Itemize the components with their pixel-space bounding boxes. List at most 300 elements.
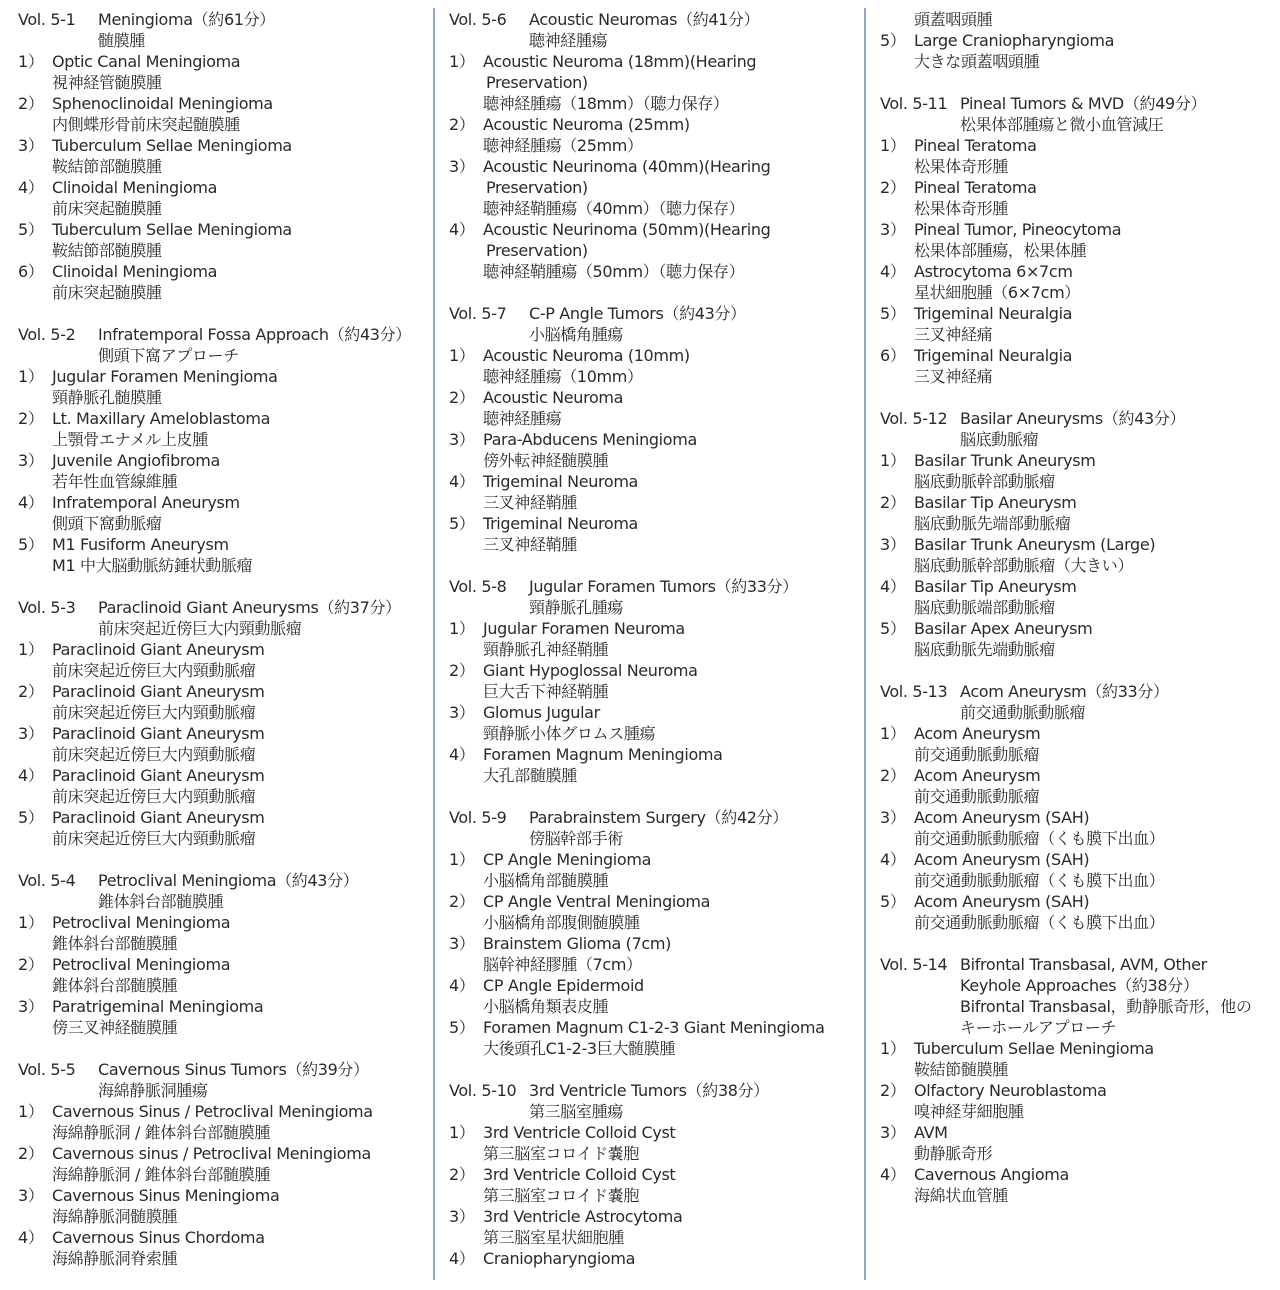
item-title-jp: 聴神経鞘腫瘍（40mm）（聴力保存） (483, 199, 745, 218)
item-title-en: 3rd Ventricle Colloid Cyst (483, 1165, 676, 1184)
item-title-jp: 聴神経腫瘍 (483, 409, 562, 428)
item-number: 5） (18, 220, 44, 239)
volume-title-jp: 傍脳幹部手術 (529, 829, 623, 848)
volume-title: Bifrontal Transbasal, AVM, Other (960, 955, 1207, 974)
list-item (880, 765, 1272, 786)
item-title-jp: 動静脈奇形 (914, 1144, 993, 1163)
item-title-jp: 錐体斜台部髄膜腫 (52, 976, 178, 995)
item-number: 3） (18, 1186, 44, 1205)
item-title-jp: 前床突起近傍巨大内頸動脈瘤 (52, 829, 256, 848)
volume-number: Vol. 5-9 (449, 808, 507, 827)
item-title-jp: 前床突起近傍巨大内頸動脈瘤 (52, 787, 256, 806)
item-title-jp: 三叉神経鞘腫 (483, 493, 577, 512)
item-title-jp: 前床突起近傍巨大内頸動脈瘤 (52, 703, 256, 722)
volume-title-jp: キーホールアプローチ (960, 1018, 1117, 1037)
item-number: 1） (880, 451, 906, 470)
list-item (880, 261, 1272, 282)
volume-header (880, 93, 1272, 114)
list-item (880, 618, 1272, 639)
item-number: 4） (449, 976, 475, 995)
item-title-jp: 前交通動脈動脈瘤 (914, 787, 1040, 806)
item-number: 4） (880, 262, 906, 281)
item-title-jp: 聴神経腫瘍（25mm） (483, 136, 643, 155)
volume-number: Vol. 5-11 (880, 94, 948, 113)
volume-title-jp: 小脳橋角腫瘍 (529, 325, 623, 344)
list-item (449, 849, 859, 870)
list-item (880, 1038, 1272, 1059)
volume-section (18, 9, 428, 303)
volume-section (449, 807, 859, 1059)
item-number: 3） (449, 934, 475, 953)
list-item (449, 471, 859, 492)
item-number: 3） (880, 808, 906, 827)
list-item (18, 723, 428, 744)
item-title-jp: 前床突起近傍巨大内頸動脈瘤 (52, 661, 256, 680)
item-title-jp: 聴神経腫瘍（18mm）（聴力保存） (483, 94, 729, 113)
volume-title-jp: 頸静脈孔腫瘍 (529, 598, 623, 617)
volume-header (449, 807, 859, 828)
volume-number: Vol. 5-5 (18, 1060, 76, 1079)
item-number: 6） (18, 262, 44, 281)
volume-title-jp: 聴神経腫瘍 (529, 31, 608, 50)
volume-title: Parabrainstem Surgery（約42分） (529, 808, 788, 827)
volume-header (449, 9, 859, 30)
list-item (449, 387, 859, 408)
list-item (18, 681, 428, 702)
volume-header (18, 1059, 428, 1080)
item-number: 3） (449, 703, 475, 722)
item-number: 3） (18, 997, 44, 1016)
list-item (449, 1122, 859, 1143)
volume-section (880, 954, 1272, 1206)
list-item (449, 1164, 859, 1185)
item-number: 4） (449, 1249, 475, 1268)
item-title-en: Petroclival Meningioma (52, 955, 231, 974)
volume-number: Vol. 5-3 (18, 598, 76, 617)
item-title-jp: 海綿静脈洞脊索腫 (52, 1249, 178, 1268)
list-item (18, 492, 428, 513)
item-title-en: Cavernous Sinus / Petroclival Meningioma (52, 1102, 373, 1121)
item-number: 5） (449, 1018, 475, 1037)
item-title-en: Acoustic Neurinoma (50mm)(Hearing (483, 220, 771, 239)
item-title-jp: 前床突起髄膜腫 (52, 283, 162, 302)
item-title-jp: 若年性血管線維腫 (52, 472, 178, 491)
item-title-en: Pineal Teratoma (914, 136, 1037, 155)
item-title-en: Jugular Foramen Meningioma (52, 367, 278, 386)
item-title-jp: 海綿静脈洞 / 錐体斜台部髄膜腫 (52, 1123, 270, 1142)
item-title-jp: 松果体奇形腫 (914, 199, 1008, 218)
item-number: 1） (449, 619, 475, 638)
item-title-en: Acoustic Neuroma (18mm)(Hearing (483, 52, 757, 71)
item-title-en: Acoustic Neuroma (483, 388, 624, 407)
item-number: 2） (449, 661, 475, 680)
volume-number: Vol. 5-10 (449, 1081, 517, 1100)
volume-section (18, 324, 428, 576)
list-item (18, 534, 428, 555)
item-title-jp: 傍外転神経髄膜腫 (483, 451, 609, 470)
item-title-en: Paraclinoid Giant Aneurysm (52, 808, 265, 827)
item-title-en: Jugular Foramen Neuroma (483, 619, 685, 638)
item-title-jp: 大後頭孔C1-2-3巨大髄膜腫 (483, 1039, 676, 1058)
item-number: 5） (18, 535, 44, 554)
item-number: 1） (18, 1102, 44, 1121)
item-title-jp: 第三脳室コロイド嚢胞 (483, 1144, 640, 1163)
item-title-en: Acom Aneurysm (914, 724, 1041, 743)
item-number: 2） (880, 178, 906, 197)
item-title-jp: 嗅神経芽細胞腫 (914, 1102, 1024, 1121)
volume-title-jp: Bifrontal Transbasal，動静脈奇形，他の (960, 997, 1252, 1016)
item-number: 4） (880, 850, 906, 869)
list-item (18, 51, 428, 72)
item-title-en: Giant Hypoglossal Neuroma (483, 661, 698, 680)
list-item (449, 975, 859, 996)
volume-section (449, 303, 859, 555)
item-title-jp: 前床突起近傍巨大内頸動脈瘤 (52, 745, 256, 764)
item-number: 5） (880, 31, 906, 50)
list-item (18, 408, 428, 429)
item-title-jp: 前床突起髄膜腫 (52, 199, 162, 218)
item-title-en: Paraclinoid Giant Aneurysm (52, 766, 265, 785)
list-item (880, 534, 1272, 555)
volume-section (449, 576, 859, 786)
list-item (449, 1017, 859, 1038)
item-number: 3） (18, 136, 44, 155)
item-title-jp: 前交通動脈動脈瘤（くも膜下出血） (914, 871, 1165, 890)
item-number: 1） (18, 367, 44, 386)
volume-header (449, 303, 859, 324)
list-item (880, 1164, 1272, 1185)
item-title-en: Acom Aneurysm (SAH) (914, 808, 1090, 827)
item-title-jp: 三叉神経痛 (914, 367, 993, 386)
item-title-jp: 小脳橋角部髄膜腫 (483, 871, 609, 890)
list-item (880, 30, 1272, 51)
item-number: 2） (449, 115, 475, 134)
volume-number: Vol. 5-2 (18, 325, 76, 344)
volume-title-jp: 松果体部腫瘍と微小血管減圧 (960, 115, 1164, 134)
item-title-jp: 脳底動脈幹部動脈瘤 (914, 472, 1055, 491)
item-title-en: Cavernous Sinus Meningioma (52, 1186, 280, 1205)
item-number: 4） (18, 1228, 44, 1247)
item-title-en: Acoustic Neuroma (25mm) (483, 115, 690, 134)
item-title-jp: 鞍結節部髄膜腫 (52, 241, 162, 260)
item-number: 1） (18, 52, 44, 71)
list-item (449, 513, 859, 534)
item-title-en: Basilar Tip Aneurysm (914, 493, 1077, 512)
item-title-jp: 上顎骨エナメル上皮腫 (52, 430, 208, 449)
list-item (880, 219, 1272, 240)
volume-title: Pineal Tumors & MVD（約49分） (960, 94, 1207, 113)
column-1 (18, 9, 428, 1290)
volume-header (18, 870, 428, 891)
volume-title: Jugular Foramen Tumors（約33分） (529, 577, 798, 596)
list-item (449, 618, 859, 639)
list-item (18, 366, 428, 387)
volume-section (449, 9, 859, 282)
item-number: 2） (880, 766, 906, 785)
item-title-en: Acom Aneurysm (SAH) (914, 850, 1090, 869)
item-title-en: Clinoidal Meningioma (52, 178, 218, 197)
list-item (880, 1122, 1272, 1143)
item-title-jp: 大孔部髄膜腫 (483, 766, 577, 785)
list-item (18, 261, 428, 282)
item-title-jp: 内側蝶形骨前床突起髄膜腫 (52, 115, 240, 134)
volume-title: Acoustic Neuromas（約41分） (529, 10, 760, 29)
volume-number: Vol. 5-12 (880, 409, 948, 428)
item-title-en: Astrocytoma 6×7cm (914, 262, 1073, 281)
item-title-en: M1 Fusiform Aneurysm (52, 535, 229, 554)
item-title-en: Paraclinoid Giant Aneurysm (52, 682, 265, 701)
volume-header (880, 408, 1272, 429)
volume-header (880, 954, 1272, 975)
item-title-en: Infratemporal Aneurysm (52, 493, 240, 512)
item-number: 3） (18, 724, 44, 743)
item-title-en: Juvenile Angiofibroma (52, 451, 220, 470)
item-title-jp: 脳幹神経膠腫（7cm） (483, 955, 642, 974)
item-title-en: Glomus Jugular (483, 703, 600, 722)
column-divider-1 (433, 8, 435, 1280)
item-title-en: Acom Aneurysm (SAH) (914, 892, 1090, 911)
item-title-jp: 脳底動脈先端動脈瘤 (914, 640, 1055, 659)
volume-header (449, 576, 859, 597)
item-title-en: CP Angle Meningioma (483, 850, 652, 869)
list-item (880, 492, 1272, 513)
item-number: 1） (18, 913, 44, 932)
item-number: 4） (18, 766, 44, 785)
item-number: 5） (880, 304, 906, 323)
item-number: 2） (449, 388, 475, 407)
list-item (449, 933, 859, 954)
list-item (449, 345, 859, 366)
volume-title-jp: 脳底動脈瘤 (960, 430, 1039, 449)
item-title-en: Para-Abducens Meningioma (483, 430, 697, 449)
volume-number: Vol. 5-6 (449, 10, 507, 29)
item-title-en: Cavernous Sinus Chordoma (52, 1228, 265, 1247)
list-item (880, 450, 1272, 471)
volume-section (880, 681, 1272, 933)
item-title-en: Petroclival Meningioma (52, 913, 231, 932)
volume-title-jp: 前床突起近傍巨大内頸動脈瘤 (98, 619, 302, 638)
list-item (18, 1227, 428, 1248)
item-title-jp: 錐体斜台部髄膜腫 (52, 934, 178, 953)
volume-section (18, 870, 428, 1038)
item-title-en: Paraclinoid Giant Aneurysm (52, 640, 265, 659)
item-title-en: Paraclinoid Giant Aneurysm (52, 724, 265, 743)
volume-header (18, 9, 428, 30)
list-item (880, 723, 1272, 744)
item-title-en-continued: Preservation) (486, 73, 588, 92)
item-title-jp: 鞍結節髄膜腫 (914, 1060, 1008, 1079)
volume-title-jp: 前交通動脈動脈瘤 (960, 703, 1086, 722)
item-title-en: Foramen Magnum C1-2-3 Giant Meningioma (483, 1018, 825, 1037)
list-item (449, 114, 859, 135)
item-title-en: Brainstem Glioma (7cm) (483, 934, 671, 953)
item-number: 1） (880, 136, 906, 155)
item-title-jp: 聴神経腫瘍（10mm） (483, 367, 643, 386)
item-title-en: Sphenoclinoidal Meningioma (52, 94, 273, 113)
item-number: 3） (18, 451, 44, 470)
list-item (449, 156, 859, 177)
volume-title: Infratemporal Fossa Approach（約43分） (98, 325, 411, 344)
list-item (18, 1143, 428, 1164)
item-title-jp: 星状細胞腫（6×7cm） (914, 283, 1080, 302)
column-3 (880, 9, 1272, 1227)
item-title-en: Basilar Apex Aneurysm (914, 619, 1093, 638)
volume-section (449, 1080, 859, 1269)
volume-header (18, 597, 428, 618)
item-title-en: Acoustic Neuroma (10mm) (483, 346, 690, 365)
item-title-en: 3rd Ventricle Astrocytoma (483, 1207, 683, 1226)
list-item (18, 219, 428, 240)
item-title-en: Tuberculum Sellae Meningioma (52, 136, 292, 155)
item-title-jp: 海綿状血管腫 (914, 1186, 1008, 1205)
item-number: 2） (18, 94, 44, 113)
list-item (18, 1101, 428, 1122)
item-title-en: Trigeminal Neuroma (483, 472, 639, 491)
item-title-en: AVM (914, 1123, 948, 1142)
list-item (18, 639, 428, 660)
item-title-en-continued: Preservation) (486, 178, 588, 197)
item-title-en: Tuberculum Sellae Meningioma (914, 1039, 1154, 1058)
item-title-en: Tuberculum Sellae Meningioma (52, 220, 292, 239)
volume-title-jp: 錐体斜台部髄膜腫 (98, 892, 224, 911)
item-title-en: Basilar Trunk Aneurysm (914, 451, 1096, 470)
item-number: 5） (18, 808, 44, 827)
item-title-en: Cavernous sinus / Petroclival Meningioma (52, 1144, 371, 1163)
list-item (880, 891, 1272, 912)
item-title-jp: 松果体部腫瘍，松果体腫 (914, 241, 1087, 260)
item-title-jp: 傍三叉神経髄膜腫 (52, 1018, 178, 1037)
list-item (880, 849, 1272, 870)
item-title-jp: 第三脳室星状細胞腫 (483, 1228, 624, 1247)
volume-title: Paraclinoid Giant Aneurysms（約37分） (98, 598, 401, 617)
list-item (18, 135, 428, 156)
item-title-en: Trigeminal Neuralgia (914, 346, 1073, 365)
column-2 (449, 9, 859, 1290)
item-title-jp: 三叉神経痛 (914, 325, 993, 344)
volume-title: Meningioma（約61分） (98, 10, 275, 29)
volume-header (18, 324, 428, 345)
item-number: 1） (449, 850, 475, 869)
item-title-jp: 脳底動脈端部動脈瘤 (914, 598, 1055, 617)
list-item (18, 450, 428, 471)
item-number: 5） (880, 619, 906, 638)
item-number: 1） (449, 52, 475, 71)
volume-title: Petroclival Meningioma（約43分） (98, 871, 359, 890)
item-number: 4） (18, 493, 44, 512)
item-title-en: Cavernous Angioma (914, 1165, 1069, 1184)
item-number: 1） (449, 346, 475, 365)
item-number: 2） (449, 1165, 475, 1184)
volume-title-jp: 海綿静脈洞腫瘍 (98, 1081, 208, 1100)
item-number: 3） (449, 430, 475, 449)
item-number: 3） (880, 535, 906, 554)
list-item (880, 807, 1272, 828)
item-title-en: 3rd Ventricle Colloid Cyst (483, 1123, 676, 1142)
item-title-jp: 脳底動脈幹部動脈瘤（大きい） (914, 556, 1134, 575)
item-title-en: Foramen Magnum Meningioma (483, 745, 723, 764)
volume-header (880, 681, 1272, 702)
list-item (449, 660, 859, 681)
list-item (18, 954, 428, 975)
item-number: 3） (449, 1207, 475, 1226)
item-number: 4） (880, 1165, 906, 1184)
item-number: 3） (880, 220, 906, 239)
item-title-jp: 視神経管髄膜腫 (52, 73, 162, 92)
volume-number: Vol. 5-4 (18, 871, 76, 890)
item-number: 1） (18, 640, 44, 659)
item-title-en: Acoustic Neurinoma (40mm)(Hearing (483, 157, 771, 176)
item-number: 1） (880, 1039, 906, 1058)
item-number: 4） (449, 472, 475, 491)
item-title-jp: 巨大舌下神経鞘腫 (483, 682, 609, 701)
item-title-jp: 脳底動脈先端部動脈瘤 (914, 514, 1071, 533)
item-number: 2） (449, 892, 475, 911)
list-item (18, 765, 428, 786)
item-number: 3） (880, 1123, 906, 1142)
item-title-en: CP Angle Epidermoid (483, 976, 644, 995)
list-item (449, 891, 859, 912)
list-item (18, 1185, 428, 1206)
item-title-jp: 頸静脈孔髄膜腫 (52, 388, 162, 407)
item-title-en: Basilar Tip Aneurysm (914, 577, 1077, 596)
item-number: 4） (18, 178, 44, 197)
item-title-jp: 側頭下窩動脈瘤 (52, 514, 162, 533)
item-number: 6） (880, 346, 906, 365)
item-title-en: Optic Canal Meningioma (52, 52, 241, 71)
volume-title-jp: Keyhole Approaches（約38分） (960, 976, 1199, 995)
list-item (18, 93, 428, 114)
list-item (880, 576, 1272, 597)
item-title-en: Craniopharyngioma (483, 1249, 636, 1268)
item-title-jp: 前交通動脈動脈瘤（くも膜下出血） (914, 913, 1165, 932)
item-title-jp: 小脳橋角部腹側髄膜腫 (483, 913, 640, 932)
item-title-jp: 第三脳室コロイド嚢胞 (483, 1186, 640, 1205)
item-title-jp: 頸静脈小体グロムス腫瘍 (483, 724, 656, 743)
volume-title: Acom Aneurysm（約33分） (960, 682, 1169, 701)
volume-title: Basilar Aneurysms（約43分） (960, 409, 1186, 428)
list-item (449, 702, 859, 723)
item-title-en-continued: Preservation) (486, 241, 588, 260)
item-title-jp: 頸静脈孔神経鞘腫 (483, 640, 609, 659)
volume-title: 3rd Ventricle Tumors（約38分） (529, 1081, 769, 1100)
list-item (880, 345, 1272, 366)
item-title-en: Lt. Maxillary Ameloblastoma (52, 409, 271, 428)
volume-title-jp: 第三脳室腫瘍 (529, 1102, 623, 1121)
list-item (449, 744, 859, 765)
volume-title: Cavernous Sinus Tumors（約39分） (98, 1060, 369, 1079)
item-title-jp: 前交通動脈動脈瘤（くも膜下出血） (914, 829, 1165, 848)
item-number: 3） (449, 157, 475, 176)
item-number: 1） (449, 1123, 475, 1142)
item-number: 4） (880, 577, 906, 596)
volume-number: Vol. 5-1 (18, 10, 76, 29)
volume-section (18, 597, 428, 849)
item-title-jp: 前交通動脈動脈瘤 (914, 745, 1040, 764)
list-item (880, 177, 1272, 198)
item-number: 2） (18, 409, 44, 428)
volume-title: C-P Angle Tumors（約43分） (529, 304, 746, 323)
item-title-en: Olfactory Neuroblastoma (914, 1081, 1107, 1100)
list-item (449, 51, 859, 72)
volume-header (449, 1080, 859, 1101)
item-number: 2） (880, 493, 906, 512)
list-item (449, 1248, 859, 1269)
item-title-en: Acom Aneurysm (914, 766, 1041, 785)
item-number: 4） (449, 745, 475, 764)
list-item (880, 1080, 1272, 1101)
item-title-en: Large Craniopharyngioma (914, 31, 1115, 50)
list-item (449, 1206, 859, 1227)
